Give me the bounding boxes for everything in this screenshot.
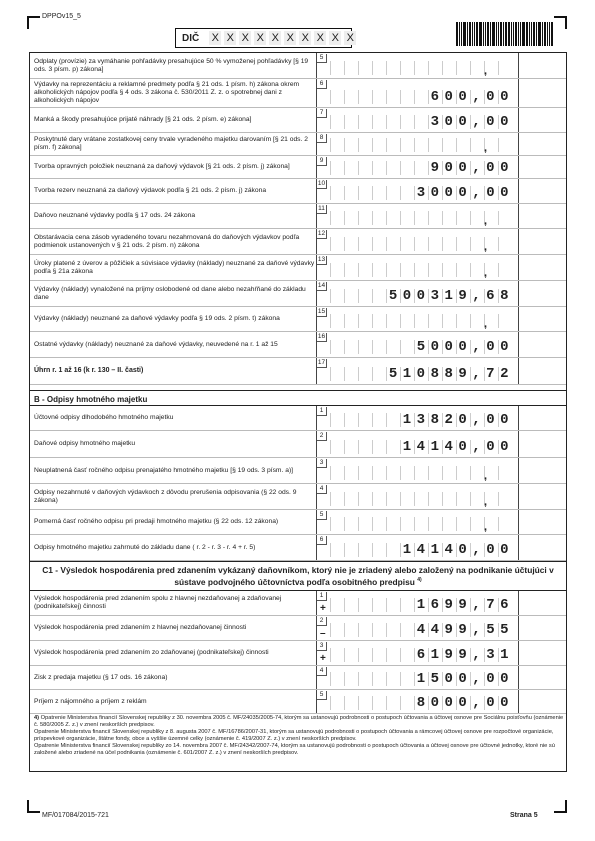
row-label: Tvorba rezerv neuznaná za daňový výdavok podľa § 21 ods. 2 písm. j) zákona: [34, 187, 267, 194]
row-number: 2: [317, 617, 327, 626]
row-label: Zisk z predaja majetku (§ 17 ods. 16 zákona): [34, 673, 168, 681]
row-number: 11: [317, 205, 327, 214]
row-sign: –: [320, 628, 326, 639]
row-value-field[interactable]: 3000,00: [416, 185, 514, 201]
section-c1-footnote-ref: 4): [417, 577, 422, 583]
corner-mark-bottom-left: [27, 800, 40, 813]
row-label: Výsledok hospodárenia pred zdanením z hlavnej nezdaňovanej činnosti: [34, 624, 247, 631]
row-value-field[interactable]: 600,00: [430, 89, 514, 105]
corner-mark-top-right: [554, 16, 567, 29]
row-number: 5: [317, 691, 327, 700]
dic-char: X: [209, 31, 221, 45]
row-number: 9: [317, 157, 327, 166]
row-number: 7: [317, 109, 327, 118]
row-label: Tvorba opravných položiek neuznaná za daňový výdavok [§ 21 ods. 2 písm. j) zákona]: [34, 163, 290, 170]
row-empty-value-field[interactable]: ,: [484, 521, 488, 533]
footnote-line-2: Opatrenie Ministerstva financií Slovenskej republiky z 8. augusta 2007 č. MF/16786/2007-31, ktorým sa ustanovujú podrobnosti o postupoch účtovania a rámcovej účtovej osnove pre rozpočtové organizácie, príspevkové organizácie, štátne fondy, obce a vyššie územné celky (oznámenie č. 419/2007 Z. z.) v znení neskorších predpisov.: [34, 729, 554, 742]
row-label: Odplaty (provízie) za vymáhanie pohľadávky presahujúce 50 % vymoženej pohľadávky [§ 19 ods. 3 písm. p) zákona]: [34, 57, 309, 73]
row-label: Výdavky na reprezentáciu a reklamné predmety podľa § 21 ods. 1 písm. h) zákona okrem alkoholických nápojov podľa § 4 ods. 3 zákona č. 530/2011 Z. z. o spotrebnej dani z alkoholických nápojov: [34, 81, 300, 104]
form-row: [30, 53, 566, 79]
form-row: [30, 406, 566, 431]
form-row: [30, 591, 566, 616]
form-row: [30, 179, 566, 204]
barcode: [456, 22, 554, 46]
page-number: Strana 5: [510, 812, 538, 819]
row-number: 12: [317, 230, 326, 237]
row-number: 3: [317, 459, 327, 468]
row-label: Odpisy hmotného majetku zahrnuté do základu dane ( r. 2 - r. 3 - r. 4 + r. 5): [34, 543, 256, 551]
dic-char: X: [284, 31, 296, 45]
footnote-line-3: Opatrenie Ministerstva financií Slovenskej republiky zo 14. novembra 2007 č. MF/24342/2007-74, ktorým sa ustanovujú podrobnosti o postupoch účtovania a účtovej osnove pre účtovné jednotky, ktoré nie sú založené alebo zriadené na účel podnikania (oznámenie č. 601/2007 Z. z.) v znení neskorších predpisov.: [34, 743, 555, 756]
form-row: [30, 510, 566, 535]
form-code: DPPOv15_5: [42, 13, 81, 20]
row-label: Výsledok hospodárenia pred zdanením spolu z hlavnej nezdaňovanej a zdaňovanej (podnikateľskej) činnosti: [34, 595, 282, 610]
row-number: 14: [317, 282, 326, 289]
form-row: [30, 535, 566, 561]
document-code: MF/017084/2015-721: [42, 812, 109, 819]
row-value-field[interactable]: 5000,00: [416, 339, 514, 355]
row-number: 1: [317, 407, 327, 416]
row-label: Ostatné výdavky (náklady) neuznané za daňové výdavky, neuvedené na r. 1 až 15: [34, 340, 278, 348]
row-value-field[interactable]: 1500,00: [416, 671, 514, 687]
row-number: 1: [317, 592, 327, 601]
dic-char: X: [314, 31, 326, 45]
row-empty-value-field[interactable]: ,: [484, 318, 488, 330]
row-empty-value-field[interactable]: ,: [484, 215, 488, 227]
row-empty-value-field[interactable]: ,: [484, 267, 488, 279]
form-row: [30, 358, 566, 385]
row-label: Manká a škody presahujúce prijaté náhrady [§ 21 ods. 2 písm. e) zákona]: [34, 116, 252, 123]
row-number: 13: [317, 256, 326, 263]
form-row: [30, 281, 566, 307]
row-value-field[interactable]: 510889,72: [388, 366, 514, 382]
form-row: [30, 458, 566, 484]
row-sign: +: [320, 653, 326, 664]
row-value-field[interactable]: 8000,00: [416, 695, 514, 711]
form-row: [30, 156, 566, 179]
row-number: 2: [317, 432, 327, 441]
row-number: 5: [317, 54, 327, 63]
row-label: Príjem z nájomného a príjem z reklám: [34, 697, 147, 705]
footnote-mark: 4): [34, 715, 40, 721]
row-value-field[interactable]: 6199,31: [416, 647, 514, 663]
form-frame: [29, 52, 567, 772]
row-value-field[interactable]: 1699,76: [416, 597, 514, 613]
row-empty-value-field[interactable]: ,: [484, 142, 488, 154]
form-row: [30, 641, 566, 666]
row-value-field[interactable]: 13820,00: [402, 412, 514, 428]
row-number: 8: [317, 134, 327, 143]
row-label: Úroky platené z úverov a pôžičiek a súvisiace výdavky (náklady) neuznané za daňové výdavky podľa § 21a zákona: [34, 259, 315, 275]
row-label: Pomerná časť ročného odpisu pri predaji hmotného majetku (§ 22 ods. 12 zákona): [34, 518, 279, 525]
row-label: Daňové odpisy hmotného majetku: [34, 440, 136, 447]
form-row: [30, 229, 566, 255]
footnote-line-1: Opatrenie Ministerstva financií Slovenskej republiky z 30. novembra 2005 č. MF/24035/2005-74, ktorým sa ustanovujú podrobnosti o postupoch účtovania a účtovej osnove pre Sociálnu poisťovňu (oznámenie č. 580/2005 Z. z.) v znení neskorších predpisov.: [34, 715, 564, 728]
row-number: 15: [317, 308, 326, 315]
form-row: [30, 108, 566, 133]
row-sign: +: [320, 603, 326, 614]
form-row: [30, 133, 566, 156]
row-number: 3: [317, 642, 327, 651]
row-value-field[interactable]: 14140,00: [402, 542, 514, 558]
row-label: Účtovné odpisy dlhodobého hmotného majetku: [34, 414, 174, 421]
row-value-field[interactable]: 900,00: [430, 160, 514, 176]
row-number: 4: [317, 485, 327, 494]
row-label: Neuplatnená časť ročného odpisu prenajatého hmotného majetku [§ 19 ods. 3 písm. a)]: [34, 466, 294, 474]
footnote: [34, 715, 564, 757]
section-c1-title-text: C1 - Výsledok hospodárenia pred zdanením vykázaný daňovníkom, ktorý nie je zriadený alebo založený na podnikanie účtujúci v sústave podvojného účtovníctva podľa osobitného predpisu: [42, 565, 554, 587]
row-value-field[interactable]: 14140,00: [402, 439, 514, 455]
row-label: Výdavky (náklady) neuznané za daňové výdavky podľa § 19 ods. 2 písm. t) zákona: [34, 315, 280, 322]
row-label: Odpisy nezahrnuté v daňových výdavkoch z dôvodu prerušenia odpisovania (§ 22 ods. 9 zákona): [34, 488, 297, 504]
row-label: Výdavky (náklady) vynaložené na príjmy oslobodené od dane alebo nezahŕňané do základu dane: [34, 285, 306, 301]
form-row: [30, 332, 566, 358]
row-value-field[interactable]: 4499,55: [416, 622, 514, 638]
dic-label: DIČ: [182, 32, 200, 44]
dic-char: X: [254, 31, 266, 45]
row-value-field[interactable]: 500319,68: [388, 288, 514, 304]
row-label: Úhrn r. 1 až 16 (k r. 130 – II. časti): [34, 367, 144, 374]
dic-char: X: [344, 31, 356, 45]
form-row: [30, 255, 566, 281]
form-row: [30, 79, 566, 108]
row-number: 6: [317, 80, 327, 89]
corner-mark-top-left: [27, 16, 40, 29]
row-empty-value-field[interactable]: ,: [484, 470, 488, 482]
form-row: [30, 484, 566, 510]
row-number: 17: [317, 359, 326, 366]
form-row: [30, 690, 566, 714]
row-label: Výsledok hospodárenia pred zdanením zo zdaňovanej (podnikateľskej) činnosti: [34, 649, 269, 656]
row-empty-value-field[interactable]: ,: [484, 496, 488, 508]
form-row: [30, 204, 566, 229]
row-empty-value-field[interactable]: ,: [484, 241, 488, 253]
row-label: Daňovo neuznané výdavky podľa § 17 ods. 24 zákona: [34, 212, 196, 219]
row-number: 6: [317, 536, 327, 545]
row-number: 4: [317, 667, 327, 676]
row-label: Poskytnuté dary vrátane zostatkovej ceny trvale vyradeného majetku darovaním [§ 21 ods. 2 písm. f) zákona]: [34, 136, 308, 151]
dic-box: [175, 28, 352, 48]
row-number: 16: [317, 333, 326, 340]
dic-chars: [209, 31, 356, 45]
form-row: [30, 616, 566, 641]
form-row: [30, 431, 566, 458]
row-number: 5: [317, 511, 327, 520]
dic-char: X: [239, 31, 251, 45]
row-number: 10: [317, 180, 326, 187]
row-label: Obstarávacia cena zásob vyradeného tovaru nezahrnovaná do daňových výdavkov podľa podmienok ustanovených v § 21 ods. 2 písm. n) zákona: [34, 233, 300, 249]
row-value-field[interactable]: 300,00: [430, 114, 514, 130]
form-row: [30, 307, 566, 332]
dic-char: X: [329, 31, 341, 45]
dic-char: X: [269, 31, 281, 45]
corner-mark-bottom-right: [554, 800, 567, 813]
dic-char: X: [224, 31, 236, 45]
form-row: [30, 666, 566, 690]
row-empty-value-field[interactable]: ,: [484, 65, 488, 77]
dic-char: X: [299, 31, 311, 45]
section-c1-title: [30, 561, 566, 591]
section-b-title: B - Odpisy hmotného majetku: [30, 390, 566, 406]
